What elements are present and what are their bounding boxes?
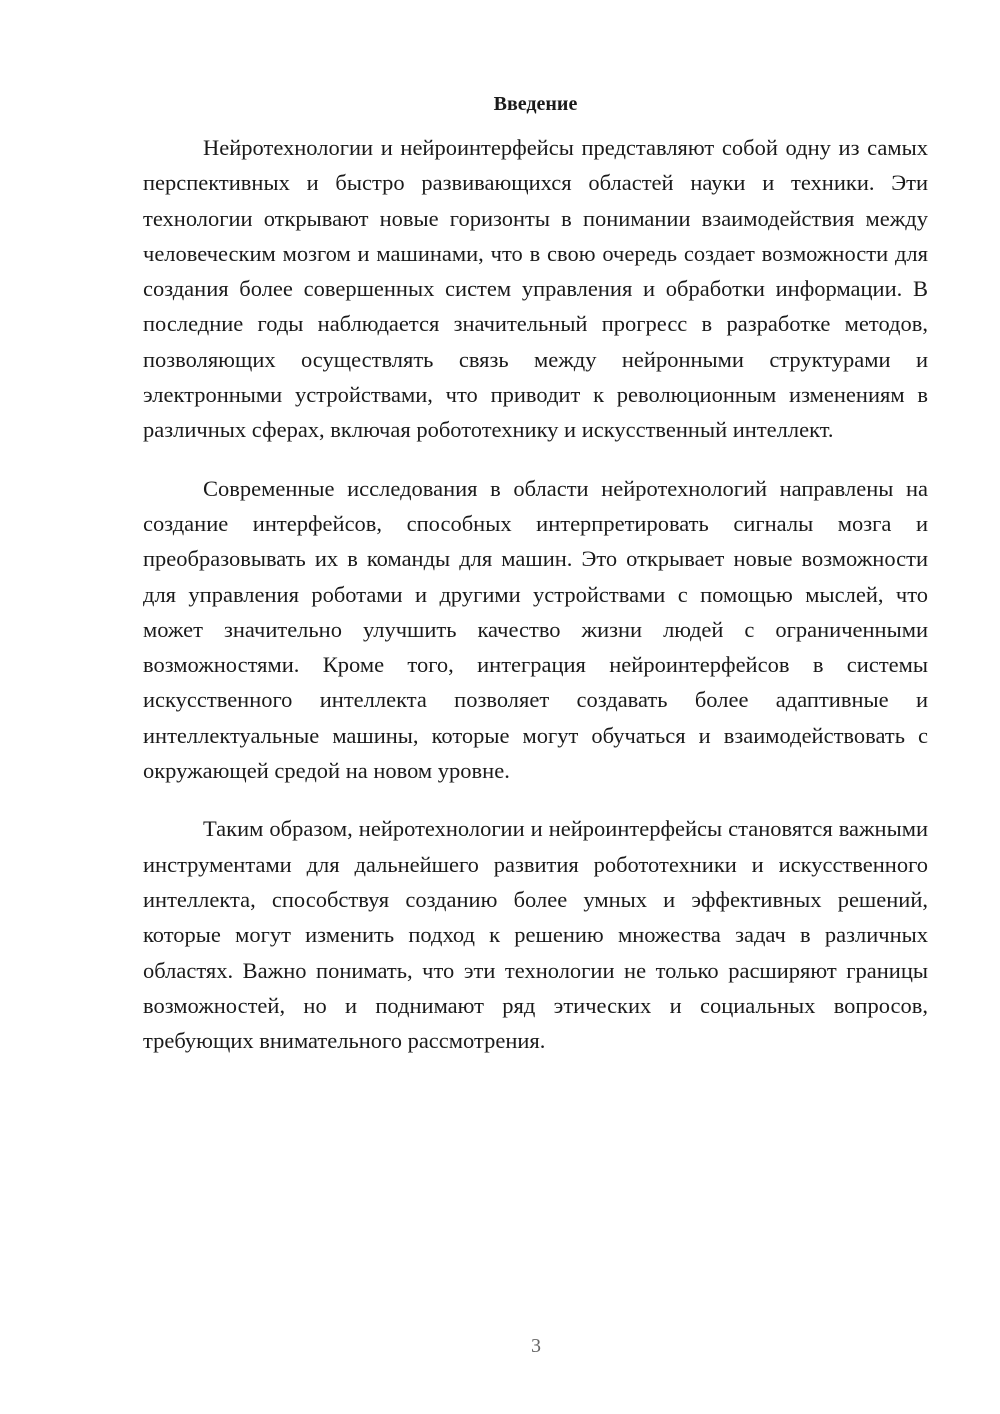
paragraph-3: Таким образом, нейротехнологии и нейроинтерфейсы становятся важными инструментами для дальнейшего развития робототехники и искусственного интеллекта, способствуя созданию более умных и эффективных решений, которые могут изменить подход к решению множества задач в различных областях. Важно понимать, что эти технологии не только расширяют границы возможностей, но и поднимают ряд этических и социальных вопросов, требующих внимательного рассмотрения. bbox=[143, 816, 928, 1054]
section-heading: Введение bbox=[493, 93, 578, 115]
document-page bbox=[143, 92, 928, 1081]
page-number: 3 bbox=[531, 1335, 541, 1357]
paragraph-2: Современные исследования в области нейротехнологий направлены на создание интерфейсов, способных интерпретировать сигналы мозга и преобразовывать их в команды для машин. Это открывает новые возможности для управления роботами и другими устройствами с помощью мыслей, что может значительно улучшить качество жизни людей с ограниченными возможностями. Кроме того, интеграция нейроинтерфейсов в системы искусственного интеллекта позволяет создавать более адаптивные и интеллектуальные машины, которые могут обучаться и взаимодействовать с окружающей средой на новом уровне. bbox=[143, 475, 928, 784]
paragraph-1: Нейротехнологии и нейроинтерфейсы представляют собой одну из самых перспективных и быстро развивающихся областей науки и техники. Эти технологии открывают новые горизонты в понимании взаимодействия между человеческим мозгом и машинами, что в свою очередь создает возможности для создания более совершенных систем управления и обработки информации. В последние годы наблюдается значительный прогресс в разработке методов, позволяющих осуществлять связь между нейронными структурами и электронными устройствами, что приводит к революционным изменениям в различных сферах, включая робототехнику и искусственный интеллект. bbox=[143, 135, 928, 443]
